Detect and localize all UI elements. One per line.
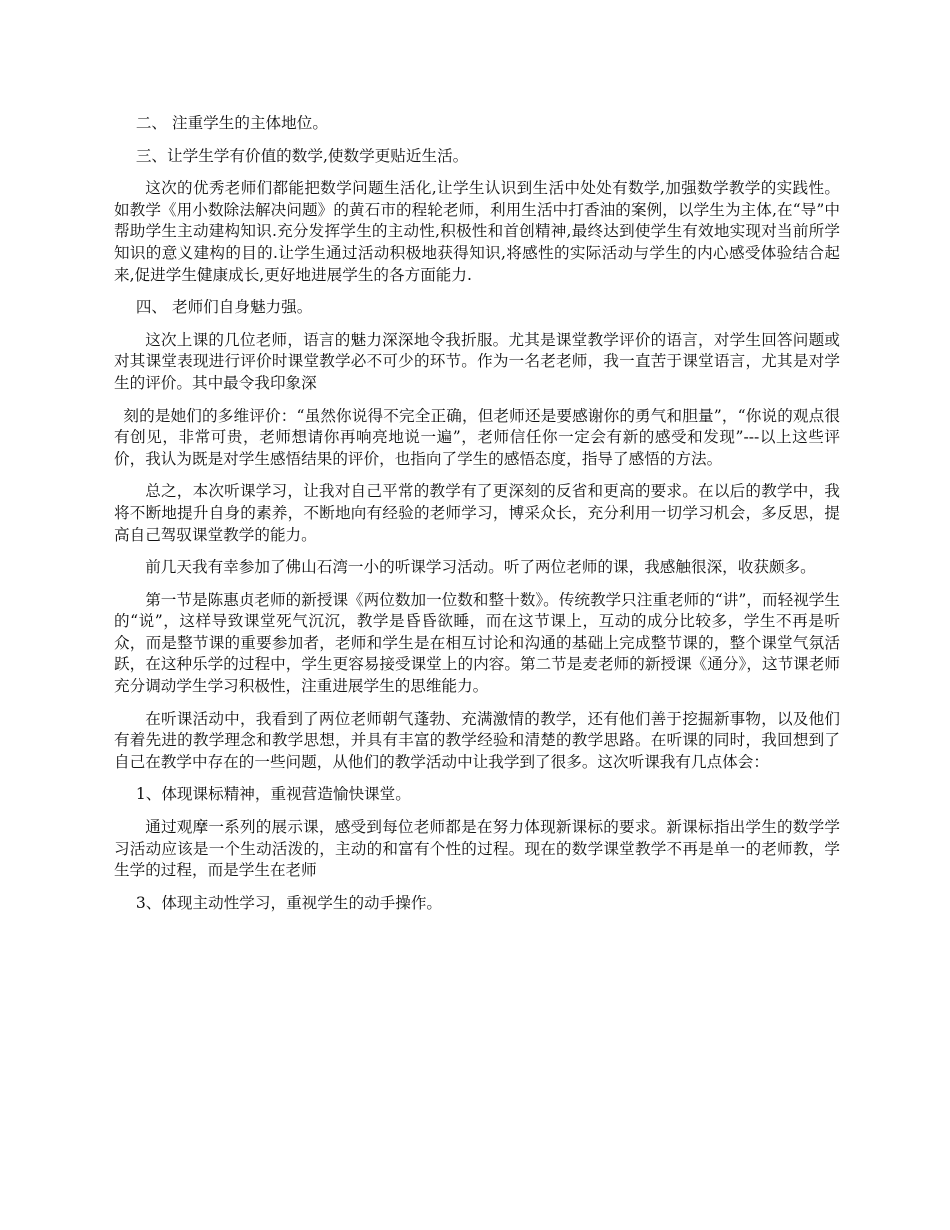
heading-point-3b: 3、体现主动性学习，重视学生的动手操作。: [135, 893, 443, 912]
heading-point-3: 三、让学生学有价值的数学,使数学更贴近生活。: [135, 146, 469, 165]
body-paragraph: 前几天我有幸参加了佛山石湾一小的听课学习活动。听了两位老师的课，我感触很深，收获颇多。: [145, 558, 816, 577]
heading-point-1: 1、体现课标精神，重视营造愉快课堂。: [135, 785, 411, 804]
body-paragraph: 总之，本次听课学习，让我对自己平常的教学有了更深刻的反省和更高的要求。在以后的教学中，我将不断地提升自身的素养，不断地向有经验的老师学习，博采众长，充分利用一切学习机会，多反思，提高自己驾驭课堂教学的能力。: [114, 482, 840, 544]
document-body: [114, 113, 840, 925]
body-paragraph: 这次的优秀老师们都能把数学问题生活化,让学生认识到生活中处处有数学,加强数学教学的实践性。如教学《用小数除法解决问题》的黄石市的程轮老师，利用生活中打香油的案例，以学生为主体,在“导”中帮助学生主动建构知识.充分发挥学生的主动性,积极性和首创精神,最终达到使学生有效地实现对当前所学知识的意义建构的目的.让学生通过活动积极地获得知识,将感性的实际活动与学生的内心感受体验结合起来,促进学生健康成长,更好地进展学生的各方面能力.: [114, 179, 840, 284]
heading-point-2: 二、 注重学生的主体地位。: [135, 114, 328, 132]
heading-point-4: 四、 老师们自身魅力强。: [135, 298, 313, 317]
body-paragraph: 在听课活动中，我看到了两位老师朝气蓬勃、充满激情的教学，还有他们善于挖掘新事物，以及他们有着先进的教学理念和教学思想，并具有丰富的教学经验和清楚的教学思路。在听课的同时，我回想到了自己在教学中存在的一些问题，从他们的教学活动中让我学到了很多。这次听课我有几点体会：: [114, 709, 840, 771]
body-paragraph-continued: 刻的是她们的多维评价：“虽然你说得不完全正确，但老师还是要感谢你的勇气和胆量”，“你说的观点很有创见，非常可贵，老师想请你再响亮地说一遍”，老师信任你一定会有新的感受和发现”---以上这些评价，我认为既是对学生感悟结果的评价，也指向了学生的感悟态度，指导了感悟的方法。: [114, 406, 840, 468]
body-paragraph: 第一节是陈惠贞老师的新授课《两位数加一位数和整十数》。传统教学只注重老师的“讲”，而轻视学生的“说”，这样导致课堂死气沉沉，教学是昏昏欲睡，而在这节课上，互动的成分比较多，学生不再是听众，而是整节课的重要参加者，老师和学生是在相互讨论和沟通的基础上完成整节课的，整个课堂气氛活跃，在这种乐学的过程中，学生更容易接受课堂上的内容。第二节是麦老师的新授课《通分》，这节课老师充分调动学生学习积极性，注重进展学生的思维能力。: [114, 590, 840, 696]
body-paragraph: 通过观摩一系列的展示课，感受到每位老师都是在努力体现新课标的要求。新课标指出学生的数学学习活动应该是一个生动活泼的，主动的和富有个性的过程。现在的数学课堂教学不再是单一的老师教，学生学的过程，而是学生在老师: [114, 818, 840, 880]
body-paragraph: 这次上课的几位老师，语言的魅力深深地令我折服。尤其是课堂教学评价的语言，对学生回答问题或对其课堂表现进行评价时课堂教学必不可少的环节。作为一名老老师，我一直苦于课堂语言，尤其是对学生的评价。其中最令我印象深: [114, 330, 840, 392]
